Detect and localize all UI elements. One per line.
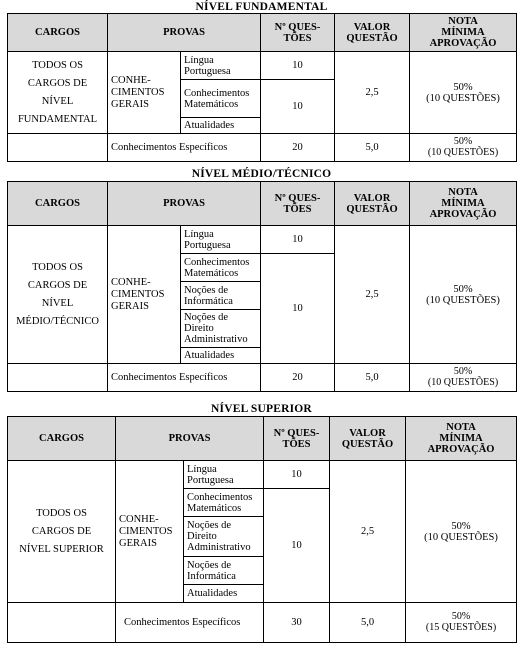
valor-gerais: 2,5: [335, 226, 410, 364]
table-superior: [7, 416, 517, 643]
header-num-questoes: Nº QUES- TÕES: [261, 14, 335, 52]
nota-gerais: 50% (10 QUESTÕES): [410, 226, 517, 364]
subject-atualidades: Atualidades: [181, 348, 261, 364]
group-label: CONHE- CIMENTOS GERAIS: [108, 52, 181, 134]
subject-atualidades: Atualidades: [181, 118, 261, 134]
questoes-portuguesa: 10: [261, 52, 335, 80]
questoes-portuguesa: 10: [261, 226, 335, 254]
cargo-label: TODOS OS CARGOS DE NÍVEL MÉDIO/TÉCNICO: [8, 226, 108, 364]
nota-especificos: 50% (10 QUESTÕES): [410, 134, 517, 162]
section-title-medio: NÍVEL MÉDIO/TÉCNICO: [191, 168, 332, 180]
table-fundamental: [7, 13, 517, 162]
questoes-outros: 10: [261, 254, 335, 364]
header-nota-minima: NOTA MÍNIMA APROVAÇÃO: [406, 417, 517, 461]
header-valor-questao: VALOR QUESTÃO: [335, 14, 410, 52]
nota-especificos: 50% (10 QUESTÕES): [410, 364, 517, 392]
subject-informatica: Noções de Informática: [184, 557, 264, 585]
header-cargos: CARGOS: [8, 417, 116, 461]
especificos-label: Conhecimentos Específicos: [108, 364, 261, 392]
section-title-fundamental: NÍVEL FUNDAMENTAL: [195, 1, 328, 13]
header-num-questoes: Nº QUES- TÕES: [264, 417, 330, 461]
header-cargos: CARGOS: [8, 14, 108, 52]
valor-especificos: 5,0: [335, 364, 410, 392]
subject-matematicos: Conhecimentos Matemáticos: [181, 80, 261, 118]
table-medio: [7, 181, 517, 392]
nota-gerais: 50% (10 QUESTÕES): [410, 52, 517, 134]
valor-gerais: 2,5: [330, 461, 406, 603]
questoes-especificos: 20: [261, 364, 335, 392]
header-nota-minima: NOTA MÍNIMA APROVAÇÃO: [410, 182, 517, 226]
subject-portuguesa: Língua Portuguesa: [181, 52, 261, 80]
header-valor-questao: VALOR QUESTÃO: [335, 182, 410, 226]
header-provas: PROVAS: [116, 417, 264, 461]
header-nota-minima: NOTA MÍNIMA APROVAÇÃO: [410, 14, 517, 52]
questoes-outros: 10: [261, 80, 335, 134]
table-header: [8, 14, 517, 52]
header-provas: PROVAS: [108, 14, 261, 52]
nota-especificos: 50% (15 QUESTÕES): [406, 603, 517, 643]
valor-gerais: 2,5: [335, 52, 410, 134]
valor-especificos: 5,0: [335, 134, 410, 162]
cargo-label: TODOS OS CARGOS DE NÍVEL FUNDAMENTAL: [8, 52, 108, 134]
cargo-label: TODOS OS CARGOS DE NÍVEL SUPERIOR: [8, 461, 116, 603]
group-label: CONHE- CIMENTOS GERAIS: [108, 226, 181, 364]
subject-direito-administrativo: Noções de Direito Administrativo: [184, 517, 264, 557]
section-title-superior: NÍVEL SUPERIOR: [211, 403, 312, 415]
header-valor-questao: VALOR QUESTÃO: [330, 417, 406, 461]
especificos-label: Conhecimentos Específicos: [116, 603, 264, 643]
questoes-especificos: 30: [264, 603, 330, 643]
nota-gerais: 50% (10 QUESTÕES): [406, 461, 517, 603]
questoes-outros: 10: [264, 489, 330, 603]
subject-direito-administrativo: Noções de Direito Administrativo: [181, 310, 261, 348]
questoes-especificos: 20: [261, 134, 335, 162]
subject-matematicos: Conhecimentos Matemáticos: [184, 489, 264, 517]
subject-portuguesa: Língua Portuguesa: [181, 226, 261, 254]
header-provas: PROVAS: [108, 182, 261, 226]
especificos-label: Conhecimentos Específicos: [108, 134, 261, 162]
subject-informatica: Noções de Informática: [181, 282, 261, 310]
questoes-portuguesa: 10: [264, 461, 330, 489]
table-header: [8, 417, 517, 461]
group-label: CONHE- CIMENTOS GERAIS: [116, 461, 184, 603]
header-num-questoes: Nº QUES- TÕES: [261, 182, 335, 226]
subject-matematicos: Conhecimentos Matemáticos: [181, 254, 261, 282]
header-cargos: CARGOS: [8, 182, 108, 226]
valor-especificos: 5,0: [330, 603, 406, 643]
subject-portuguesa: Língua Portuguesa: [184, 461, 264, 489]
subject-atualidades: Atualidades: [184, 585, 264, 603]
table-header: [8, 182, 517, 226]
